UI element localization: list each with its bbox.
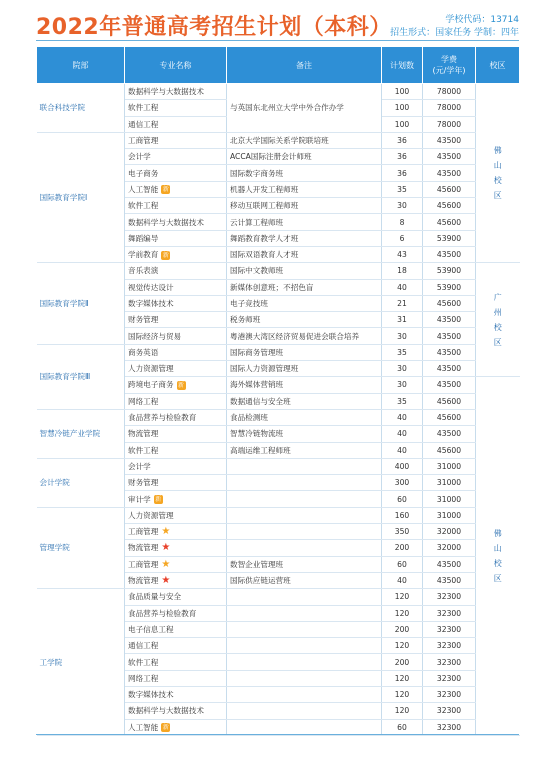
note-text: 与英国东北州立大学中外合作办学 [230, 102, 344, 112]
tuition-fee: 32300 [423, 686, 476, 702]
plan-count: 200 [382, 621, 423, 637]
plan-count: 100 [382, 116, 423, 132]
plan-count: 160 [382, 507, 423, 523]
major-label: 人力资源管理 [128, 510, 174, 520]
enrollment-plan-table [36, 46, 520, 736]
plan-count: 120 [382, 670, 423, 686]
enroll-info: 招生形式：国家任务 学制：四年 [390, 28, 519, 38]
table-row [37, 507, 520, 523]
major-label: 数字媒体技术 [128, 690, 174, 700]
plan-count: 60 [382, 491, 423, 507]
major-name [125, 686, 227, 702]
major-label: 人工智能 [128, 722, 159, 732]
tuition-fee: 31000 [423, 475, 476, 491]
star-red-icon: ★ [161, 542, 171, 554]
plan-count: 40 [382, 279, 423, 295]
campus-cell [476, 84, 520, 263]
major-name [125, 393, 227, 409]
major-label: 电子商务 [128, 168, 159, 178]
plan-count: 40 [382, 409, 423, 425]
major-label: 人工智能 [128, 184, 159, 194]
major-label: 数据科学与大数据技术 [128, 706, 204, 716]
campus-char: 佛 [493, 529, 502, 539]
campus-char: 州 [493, 307, 502, 317]
major-label: 财务管理 [128, 315, 159, 325]
tuition-fee: 32000 [423, 524, 476, 540]
major-name [125, 198, 227, 214]
tuition-fee: 45600 [423, 198, 476, 214]
plan-count: 36 [382, 132, 423, 148]
tuition-fee: 45600 [423, 295, 476, 311]
plan-count: 36 [382, 165, 423, 181]
tuition-fee: 43500 [423, 572, 476, 588]
tuition-fee: 43500 [423, 361, 476, 377]
plan-count: 40 [382, 572, 423, 588]
major-name [125, 246, 227, 262]
tuition-fee: 43500 [423, 132, 476, 148]
major-name [125, 572, 227, 588]
tuition-fee: 78000 [423, 116, 476, 132]
note-cell [227, 589, 382, 605]
campus-char: 山 [493, 161, 502, 171]
table-header-row [37, 47, 520, 84]
note-cell [227, 475, 382, 491]
tuition-fee: 43500 [423, 149, 476, 165]
note-cell [227, 654, 382, 670]
campus-char: 佛 [493, 146, 502, 156]
note-cell: 数据通信与安全班 [227, 393, 382, 409]
plan-count: 350 [382, 524, 423, 540]
note-cell [227, 621, 382, 637]
campus-char: 校 [493, 559, 502, 569]
note-cell [227, 719, 382, 735]
major-name [125, 524, 227, 540]
major-label: 商务英语 [128, 347, 159, 357]
tuition-fee: 43500 [423, 328, 476, 344]
title-divider [36, 40, 519, 41]
major-name [125, 165, 227, 181]
tuition-fee: 43500 [423, 165, 476, 181]
major-name [125, 409, 227, 425]
major-name [125, 458, 227, 474]
tuition-fee: 32300 [423, 589, 476, 605]
plan-count: 30 [382, 328, 423, 344]
major-name [125, 116, 227, 132]
plan-count: 43 [382, 246, 423, 262]
plan-count: 36 [382, 149, 423, 165]
header-major: 专业名称 [125, 47, 227, 84]
major-name [125, 442, 227, 458]
major-name [125, 703, 227, 719]
major-name [125, 377, 227, 393]
table-row [37, 344, 520, 360]
plan-count: 100 [382, 84, 423, 100]
major-label: 食品营养与检验教育 [128, 413, 197, 423]
note-cell: 国际数字商务班 [227, 165, 382, 181]
note-cell: 舞蹈教育教学人才班 [227, 230, 382, 246]
table-row [37, 589, 520, 605]
plan-count: 35 [382, 181, 423, 197]
major-name [125, 132, 227, 148]
header-fee: 学费 (元/学年) [423, 47, 476, 84]
major-label: 国际经济与贸易 [128, 331, 182, 341]
campus-cell [476, 263, 520, 377]
plan-count: 200 [382, 540, 423, 556]
tuition-fee: 31000 [423, 507, 476, 523]
major-label: 软件工程 [128, 103, 159, 113]
note-cell [227, 507, 382, 523]
major-name [125, 100, 227, 116]
note-cell [227, 703, 382, 719]
major-name [125, 214, 227, 230]
major-label: 工商管理 [128, 136, 159, 146]
major-name [125, 719, 227, 735]
major-label: 物流管理 [128, 576, 159, 586]
school-code: 学校代码：13714 [445, 15, 519, 25]
new-badge-icon: 新 [155, 496, 162, 504]
major-name [125, 475, 227, 491]
table-row [37, 458, 520, 474]
tuition-fee: 32300 [423, 703, 476, 719]
new-badge-icon: 新 [162, 251, 169, 259]
major-name [125, 556, 227, 572]
tuition-fee: 45600 [423, 442, 476, 458]
college-name: 国际教育学院Ⅲ [37, 344, 125, 409]
major-label: 软件工程 [128, 445, 159, 455]
plan-count: 35 [382, 393, 423, 409]
major-name [125, 491, 227, 507]
major-label: 通信工程 [128, 119, 159, 129]
note-cell: 国际人力资源管理班 [227, 361, 382, 377]
note-cell: 北京大学国际关系学院联培班 [227, 132, 382, 148]
major-label: 人力资源管理 [128, 364, 174, 374]
tuition-fee: 32300 [423, 638, 476, 654]
major-label: 会计学 [128, 152, 151, 162]
note-cell [227, 524, 382, 540]
major-name [125, 295, 227, 311]
note-cell: 税务师班 [227, 312, 382, 328]
major-label: 物流管理 [128, 429, 159, 439]
tuition-fee: 31000 [423, 491, 476, 507]
major-name [125, 263, 227, 279]
table-row [37, 409, 520, 425]
campus-char: 区 [493, 337, 502, 347]
tuition-fee: 43500 [423, 312, 476, 328]
tuition-fee: 43500 [423, 556, 476, 572]
major-label: 网络工程 [128, 396, 159, 406]
note-cell: 高端运维工程师班 [227, 442, 382, 458]
major-name [125, 328, 227, 344]
major-label: 工商管理 [128, 527, 159, 537]
star-yellow-icon: ★ [161, 526, 171, 538]
note-cell [227, 458, 382, 474]
note-cell: 食品检测班 [227, 409, 382, 425]
major-label: 财务管理 [128, 478, 159, 488]
major-label: 视觉传达设计 [128, 282, 174, 292]
major-name [125, 149, 227, 165]
plan-count: 120 [382, 589, 423, 605]
campus-char: 区 [493, 191, 502, 201]
header-college: 院部 [37, 47, 125, 84]
note-cell: ACCA国际注册会计师班 [227, 149, 382, 165]
page-title: 2022年普通高考招生计划（本科） [36, 15, 392, 40]
plan-count: 35 [382, 344, 423, 360]
note-cell [227, 686, 382, 702]
note-cell: 新媒体创意班；不招色盲 [227, 279, 382, 295]
major-name [125, 312, 227, 328]
major-name [125, 540, 227, 556]
college-name: 联合科技学院 [37, 84, 125, 133]
tuition-fee: 45600 [423, 214, 476, 230]
major-label: 工商管理 [128, 559, 159, 569]
tuition-fee: 43500 [423, 426, 476, 442]
tuition-fee: 32300 [423, 719, 476, 735]
major-name [125, 638, 227, 654]
plan-count: 60 [382, 719, 423, 735]
college-name: 国际教育学院Ⅱ [37, 263, 125, 344]
major-label: 软件工程 [128, 201, 159, 211]
major-label: 跨境电子商务 [128, 380, 174, 390]
plan-count: 40 [382, 442, 423, 458]
plan-count: 31 [382, 312, 423, 328]
plan-count: 6 [382, 230, 423, 246]
major-label: 电子信息工程 [128, 624, 174, 634]
college-name: 管理学院 [37, 507, 125, 588]
major-name [125, 670, 227, 686]
tuition-fee: 78000 [423, 100, 476, 116]
major-name [125, 181, 227, 197]
campus-cell [476, 377, 520, 736]
major-name [125, 589, 227, 605]
tuition-fee: 53900 [423, 230, 476, 246]
note-cell: 海外媒体营销班 [227, 377, 382, 393]
major-label: 物流管理 [128, 543, 159, 553]
major-label: 通信工程 [128, 641, 159, 651]
plan-count: 300 [382, 475, 423, 491]
plan-count: 8 [382, 214, 423, 230]
campus-char: 校 [493, 322, 502, 332]
college-name: 会计学院 [37, 458, 125, 507]
campus-char: 广 [493, 292, 502, 302]
major-name [125, 361, 227, 377]
college-name: 工学院 [37, 589, 125, 736]
tuition-fee: 45600 [423, 181, 476, 197]
tuition-fee: 43500 [423, 344, 476, 360]
note-cell: 国际中文教师班 [227, 263, 382, 279]
college-name: 国际教育学院Ⅰ [37, 132, 125, 262]
major-name [125, 84, 227, 100]
note-cell: 移动互联网工程师班 [227, 198, 382, 214]
plan-count: 120 [382, 605, 423, 621]
major-label: 学前教育 [128, 250, 159, 260]
note-cell [227, 491, 382, 507]
tuition-fee: 32300 [423, 605, 476, 621]
college-name: 智慧冷链产业学院 [37, 409, 125, 458]
tuition-fee: 53900 [423, 279, 476, 295]
major-name [125, 654, 227, 670]
note-cell: 机器人开发工程师班 [227, 181, 382, 197]
major-label: 软件工程 [128, 657, 159, 667]
major-name [125, 426, 227, 442]
tuition-fee: 43500 [423, 246, 476, 262]
note-cell [227, 540, 382, 556]
tuition-fee: 32300 [423, 621, 476, 637]
major-name [125, 344, 227, 360]
plan-count: 400 [382, 458, 423, 474]
new-badge-icon: 新 [178, 381, 185, 389]
table-row [37, 84, 520, 100]
note-cell: 国际商务管理班 [227, 344, 382, 360]
major-label: 审计学 [128, 494, 151, 504]
header-plan: 计划数 [382, 47, 423, 84]
new-badge-icon: 新 [162, 724, 169, 732]
new-badge-icon: 新 [162, 186, 169, 194]
tuition-fee: 78000 [423, 84, 476, 100]
major-label: 舞蹈编导 [128, 233, 159, 243]
star-yellow-icon: ★ [161, 558, 171, 570]
major-label: 食品营养与检验教育 [128, 608, 197, 618]
plan-count: 30 [382, 377, 423, 393]
note-cell: 数智企业管理班 [227, 556, 382, 572]
table-body [37, 84, 520, 736]
plan-count: 30 [382, 361, 423, 377]
plan-count: 18 [382, 263, 423, 279]
major-label: 食品质量与安全 [128, 592, 182, 602]
header-note: 备注 [227, 47, 382, 84]
campus-char: 山 [493, 544, 502, 554]
tuition-fee: 31000 [423, 458, 476, 474]
major-label: 音乐表演 [128, 266, 159, 276]
plan-count: 120 [382, 638, 423, 654]
major-name [125, 605, 227, 621]
plan-count: 30 [382, 198, 423, 214]
tuition-fee: 32300 [423, 670, 476, 686]
tuition-fee: 32000 [423, 540, 476, 556]
star-red-icon: ★ [161, 575, 171, 587]
note-cell: 国际供应链运营班 [227, 572, 382, 588]
tuition-fee: 45600 [423, 393, 476, 409]
plan-count: 120 [382, 686, 423, 702]
major-label: 网络工程 [128, 673, 159, 683]
major-label: 数据科学与大数据技术 [128, 217, 204, 227]
note-cell [227, 84, 382, 133]
note-cell [227, 670, 382, 686]
table-row [37, 263, 520, 279]
campus-char: 校 [493, 176, 502, 186]
major-name [125, 279, 227, 295]
major-label: 数据科学与大数据技术 [128, 87, 204, 97]
major-name [125, 621, 227, 637]
note-cell: 国际双语教育人才班 [227, 246, 382, 262]
major-name [125, 230, 227, 246]
tuition-fee: 45600 [423, 409, 476, 425]
major-name [125, 507, 227, 523]
note-cell: 智慧冷链物流班 [227, 426, 382, 442]
major-label: 会计学 [128, 461, 151, 471]
tuition-fee: 43500 [423, 377, 476, 393]
note-cell: 粤港澳大湾区经济贸易促进会联合培养 [227, 328, 382, 344]
note-cell [227, 638, 382, 654]
plan-count: 60 [382, 556, 423, 572]
note-cell: 云计算工程师班 [227, 214, 382, 230]
tuition-fee: 32300 [423, 654, 476, 670]
tuition-fee: 53900 [423, 263, 476, 279]
plan-count: 100 [382, 100, 423, 116]
header-campus: 校区 [476, 47, 520, 84]
note-cell [227, 605, 382, 621]
plan-count: 200 [382, 654, 423, 670]
plan-count: 40 [382, 426, 423, 442]
bottom-rule [36, 734, 519, 735]
table-row [37, 132, 520, 148]
major-label: 数字媒体技术 [128, 299, 174, 308]
plan-count: 120 [382, 703, 423, 719]
campus-char: 区 [493, 574, 502, 584]
plan-count: 21 [382, 295, 423, 311]
note-cell: 电子竞技班 [227, 295, 382, 311]
